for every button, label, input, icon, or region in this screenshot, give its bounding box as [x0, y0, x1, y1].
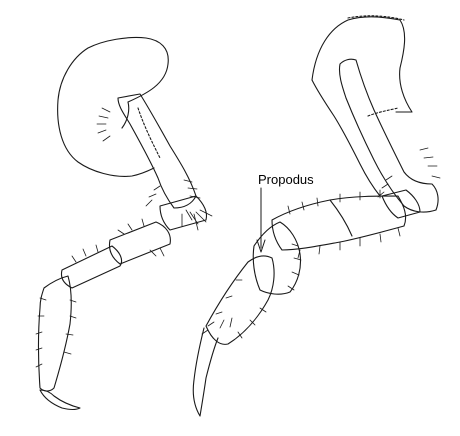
- propodus-label: Propodus: [258, 172, 314, 187]
- left-coxa-plate: [58, 37, 169, 176]
- left-merus: [109, 222, 170, 264]
- right-basis: [339, 59, 438, 212]
- left-ischium: [160, 196, 207, 230]
- right-dactylus: [193, 328, 218, 416]
- propodus-annotation: [257, 188, 265, 252]
- right-basis-dashed: [368, 108, 398, 116]
- right-propodus: [206, 256, 274, 344]
- right-coxa-plate: [312, 17, 412, 112]
- right-merus-inner-line: [330, 200, 352, 236]
- right-setae: [202, 148, 440, 338]
- left-leg: [36, 37, 212, 409]
- left-carpus: [61, 246, 121, 288]
- left-coxa-inner-edge: [122, 102, 129, 128]
- right-carpus: [253, 222, 300, 294]
- left-dactylus: [40, 390, 80, 410]
- right-ischium: [382, 190, 420, 218]
- left-propodus: [39, 276, 72, 391]
- left-setae: [36, 108, 212, 367]
- left-basis: [118, 94, 196, 208]
- right-leg: [193, 16, 440, 416]
- left-basis-dashed-line: [138, 108, 160, 158]
